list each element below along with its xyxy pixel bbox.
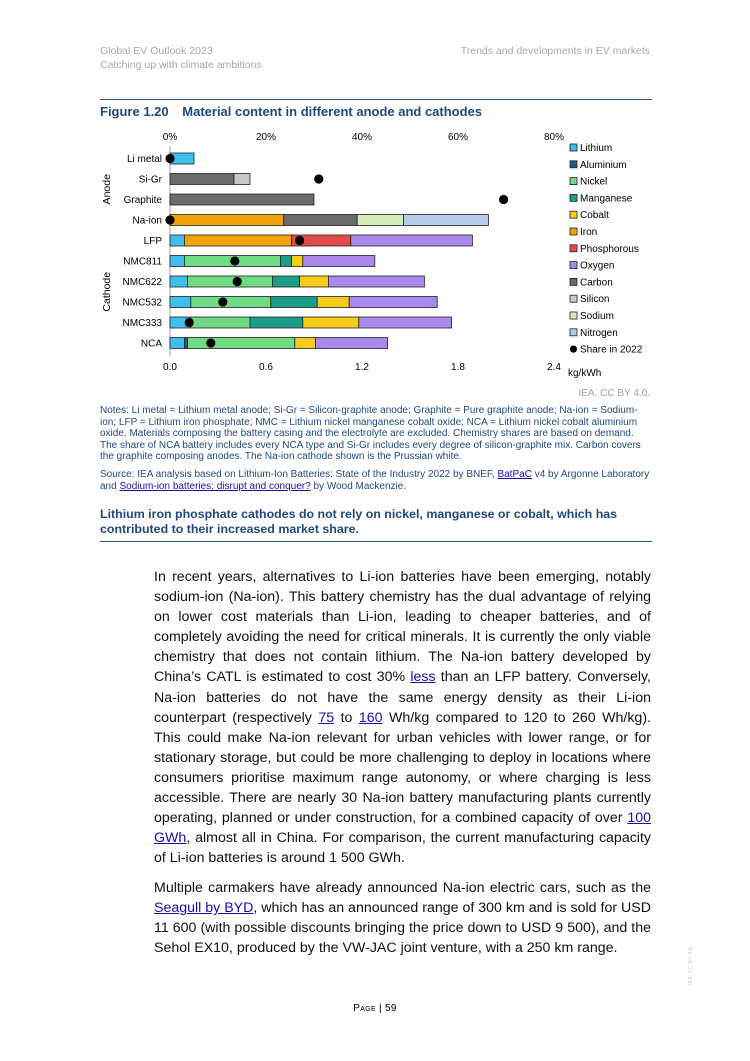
p1-text-d: Wh/kg compared to 120 to 260 Wh/kg). This could make Na-ion relevant for urban vehicles with lower range, or for stationary storage, but could be more challenging to deploy in locations where consumers prioritise maximum range autonomy, or where charging is less accessible. There are nearly 30 Na-ion battery manufacturing plants currently operating, planned or under construction, for a combined capacity of over	[154, 709, 651, 827]
page-label: Page	[353, 1003, 376, 1014]
category-label-graphite: Graphite	[123, 195, 162, 206]
bar-lfp-iron	[184, 235, 291, 246]
legend-swatch-aluminium	[570, 161, 577, 168]
bar-nmc532-manganese	[271, 297, 317, 308]
bar-nca-lithium	[170, 338, 184, 349]
legend-swatch-cobalt	[570, 211, 577, 218]
page-footer	[0, 1003, 750, 1014]
paragraph-1	[154, 567, 651, 868]
wood-mackenzie-link[interactable]: Sodium-ion batteries: disrupt and conquer?	[119, 480, 311, 492]
category-label-si-gr: Si-Gr	[138, 174, 162, 186]
bar-na-ion-iron	[170, 215, 284, 226]
bar-lfp-oxygen	[351, 235, 473, 246]
bottom-tick-label: 1.2	[355, 362, 369, 373]
figure-takeaway: Lithium iron phosphate cathodes do not rely on nickel, manganese or cobalt, which has contributed to their increased market share.	[100, 507, 618, 536]
bar-nca-aluminium	[184, 338, 187, 349]
legend-label-oxygen: Oxygen	[580, 260, 615, 272]
figure-top-rule	[100, 99, 652, 100]
bar-nca-oxygen	[316, 338, 388, 349]
header-left	[100, 44, 262, 72]
bar-nmc532-cobalt	[317, 297, 349, 308]
category-label-na-ion: Na-ion	[132, 215, 162, 227]
bar-si-gr-silicon	[234, 174, 250, 185]
legend-swatch-manganese	[570, 194, 577, 201]
link-100-gwh[interactable]: 100 GWh	[154, 810, 651, 847]
bottom-tick-label: 0.6	[259, 362, 273, 373]
bar-nca-cobalt	[295, 338, 316, 349]
bar-nmc532-nickel	[191, 297, 271, 308]
share-dot-nmc622	[233, 277, 242, 286]
bar-nmc622-nickel	[188, 276, 273, 287]
legend-label-manganese: Manganese	[580, 193, 633, 205]
bottom-tick-label: 2.4	[547, 362, 561, 373]
p1-text-e: , almost all in China. For comparison, the current manufacturing capacity of Li-ion batteries is around 1 500 GWh.	[154, 830, 651, 867]
bar-nmc532-lithium	[170, 297, 191, 308]
figure-credit: IEA. CC BY 4.0.	[578, 388, 650, 399]
legend-label-carbon: Carbon	[580, 277, 613, 289]
p1-text-b: than an LFP battery. Conversely, Na-ion batteries do not have the same energy density as their Li-ion counterpart (respectively	[154, 669, 651, 726]
p2-text-b: , which has an announced range of 300 km and is sold for USD 11 600 (with possible discounts bringing the price down to USD 9 500), and the Sehol EX10, produced by the VW-JAC joint venture, with a 250 km range.	[154, 900, 651, 957]
figure-title	[100, 104, 482, 119]
legend-label-phosphorous: Phosphorous	[580, 243, 639, 255]
link-75[interactable]: 75	[318, 709, 335, 726]
legend-label-share-2022: Share in 2022	[580, 344, 643, 356]
figure-source	[100, 469, 652, 492]
page-separator: |	[375, 1003, 385, 1014]
figure-number: Figure 1.20	[100, 104, 169, 119]
report-title: Global EV Outlook 2023	[100, 45, 213, 57]
legend-label-silicon: Silicon	[580, 294, 610, 306]
bar-nmc333-manganese	[250, 317, 303, 328]
batpac-link[interactable]: BatPaC	[497, 469, 532, 480]
bar-na-ion-sodium	[357, 215, 403, 226]
category-label-nmc622: NMC622	[122, 277, 162, 288]
share-dot-li-metal	[165, 154, 174, 163]
category-label-li-metal: Li metal	[126, 154, 162, 165]
bar-nmc622-manganese	[272, 276, 299, 287]
share-dot-lfp	[295, 236, 304, 245]
x-axis-unit-label: kg/kWh	[568, 368, 602, 379]
paragraph-2	[154, 878, 651, 958]
bar-nmc532-oxygen	[349, 297, 437, 308]
bar-nmc811-manganese	[280, 256, 291, 267]
top-tick-label: 40%	[351, 132, 373, 143]
bar-nmc811-lithium	[170, 256, 184, 267]
category-label-nmc532: NMC532	[122, 297, 162, 309]
share-dot-nmc532	[218, 297, 227, 306]
top-tick-label: 20%	[255, 132, 277, 143]
top-tick-label: 0%	[162, 132, 178, 143]
bar-si-gr-carbon	[170, 174, 234, 185]
category-label-lfp: LFP	[143, 236, 162, 247]
share-dot-si-gr	[314, 174, 323, 183]
bar-nmc333-oxygen	[359, 317, 452, 328]
legend-label-cobalt: Cobalt	[580, 210, 609, 222]
p1-text-c: to	[334, 709, 359, 726]
less-link[interactable]: less	[410, 669, 436, 686]
bar-lfp-lithium	[170, 235, 184, 246]
bar-nmc622-cobalt	[300, 276, 329, 287]
group-label-cathode: Cathode	[101, 271, 113, 312]
material-content-chart	[98, 126, 658, 384]
legend-swatch-share-2022	[570, 346, 577, 353]
share-dot-nmc811	[230, 256, 239, 265]
legend-swatch-nickel	[570, 178, 577, 185]
legend-swatch-lithium	[570, 144, 577, 151]
bar-nca-nickel	[188, 338, 295, 349]
legend-swatch-nitrogen	[570, 329, 577, 336]
share-dot-graphite	[499, 195, 508, 204]
bar-nmc333-cobalt	[303, 317, 359, 328]
p1-text-a: In recent years, alternatives to Li-ion batteries have been emerging, notably sodium-ion (Na-ion). This battery chemistry has the dual advantage of relying on lower cost materials than Li-ion, leading to cheaper batteries, and of completely avoiding the need for critical minerals. It is currently the only viable chemistry that does not contain lithium. The Na-ion battery developed by China’s CATL is estimated to cost 30%	[154, 569, 651, 686]
legend-label-aluminium: Aluminium	[580, 159, 627, 171]
share-dot-nmc333	[185, 318, 194, 327]
bar-nmc622-lithium	[170, 276, 188, 287]
p2-text-a: Multiple carmakers have already announced Na-ion electric cars, such as the	[154, 880, 651, 896]
category-label-nmc333: NMC333	[122, 318, 162, 329]
share-dot-nca	[206, 338, 215, 347]
source-text-1: Source: IEA analysis based on Lithium-Ion Batteries: State of the Industry 2022 by BNEF,	[100, 469, 498, 480]
bar-nmc622-oxygen	[328, 276, 424, 287]
legend-swatch-oxygen	[570, 262, 577, 269]
figure-notes: Notes: Li metal = Lithium metal anode; Si-Gr = Silicon-graphite anode; Graphite = Pure graphite anode; Na-ion = Sodium-ion; LFP = Lithium iron phosphate; NMC = Lithium nickel manganese cobalt oxide; NCA = Lithium nickel cobalt aluminium oxide. Materials composing the battery casing and the electrolyte are excluded. Chemistry shares are based on demand. The share of NCA battery includes every NCA type and Si-Gr includes every degree of silicon-graphite mix. Carbon covers the graphite composing anodes. The Na-ion cathode shown is the Prussian white.	[100, 405, 641, 463]
legend-label-lithium: Lithium	[580, 143, 613, 154]
report-subtitle: Catching up with climate ambitions	[100, 59, 262, 71]
group-label-anode: Anode	[101, 174, 113, 205]
bottom-tick-label: 0.0	[163, 362, 177, 373]
legend-swatch-sodium	[570, 312, 577, 319]
source-text-3: by Wood Mackenzie.	[310, 480, 407, 492]
bar-nmc811-cobalt	[292, 256, 303, 267]
bottom-tick-label: 1.8	[451, 362, 465, 373]
category-label-nca: NCA	[140, 338, 162, 350]
figure-title-text: Material content in different anode and cathodes	[182, 104, 483, 119]
category-label-nmc811: NMC811	[123, 256, 162, 268]
legend-label-nickel: Nickel	[580, 176, 608, 188]
source-text-2: v4 by Argonne Laboratory and	[100, 469, 650, 492]
legend-swatch-phosphorous	[570, 245, 577, 252]
bar-na-ion-nitrogen	[404, 215, 489, 226]
page-number: 59	[384, 1003, 397, 1014]
legend-label-iron: Iron	[580, 227, 598, 238]
bar-na-ion-carbon	[284, 215, 358, 226]
top-tick-label: 60%	[447, 132, 469, 143]
legend-swatch-carbon	[570, 278, 577, 285]
legend-swatch-silicon	[570, 295, 577, 302]
bar-nmc811-oxygen	[303, 256, 375, 267]
side-credit: IEA. CC BY 4.0.	[688, 945, 694, 985]
header-right: Trends and developments in EV markets	[460, 45, 650, 57]
top-tick-label: 80%	[543, 132, 565, 143]
link-160[interactable]: 160	[358, 709, 383, 726]
legend-swatch-iron	[570, 228, 577, 235]
legend-label-sodium: Sodium	[580, 311, 614, 322]
bar-nmc333-nickel	[191, 317, 250, 328]
takeaway-rule	[100, 541, 652, 542]
bar-graphite-carbon	[170, 194, 314, 205]
legend-label-nitrogen: Nitrogen	[580, 327, 618, 339]
seagull-byd-link[interactable]: Seagull by BYD	[154, 900, 254, 917]
share-dot-na-ion	[165, 215, 174, 224]
